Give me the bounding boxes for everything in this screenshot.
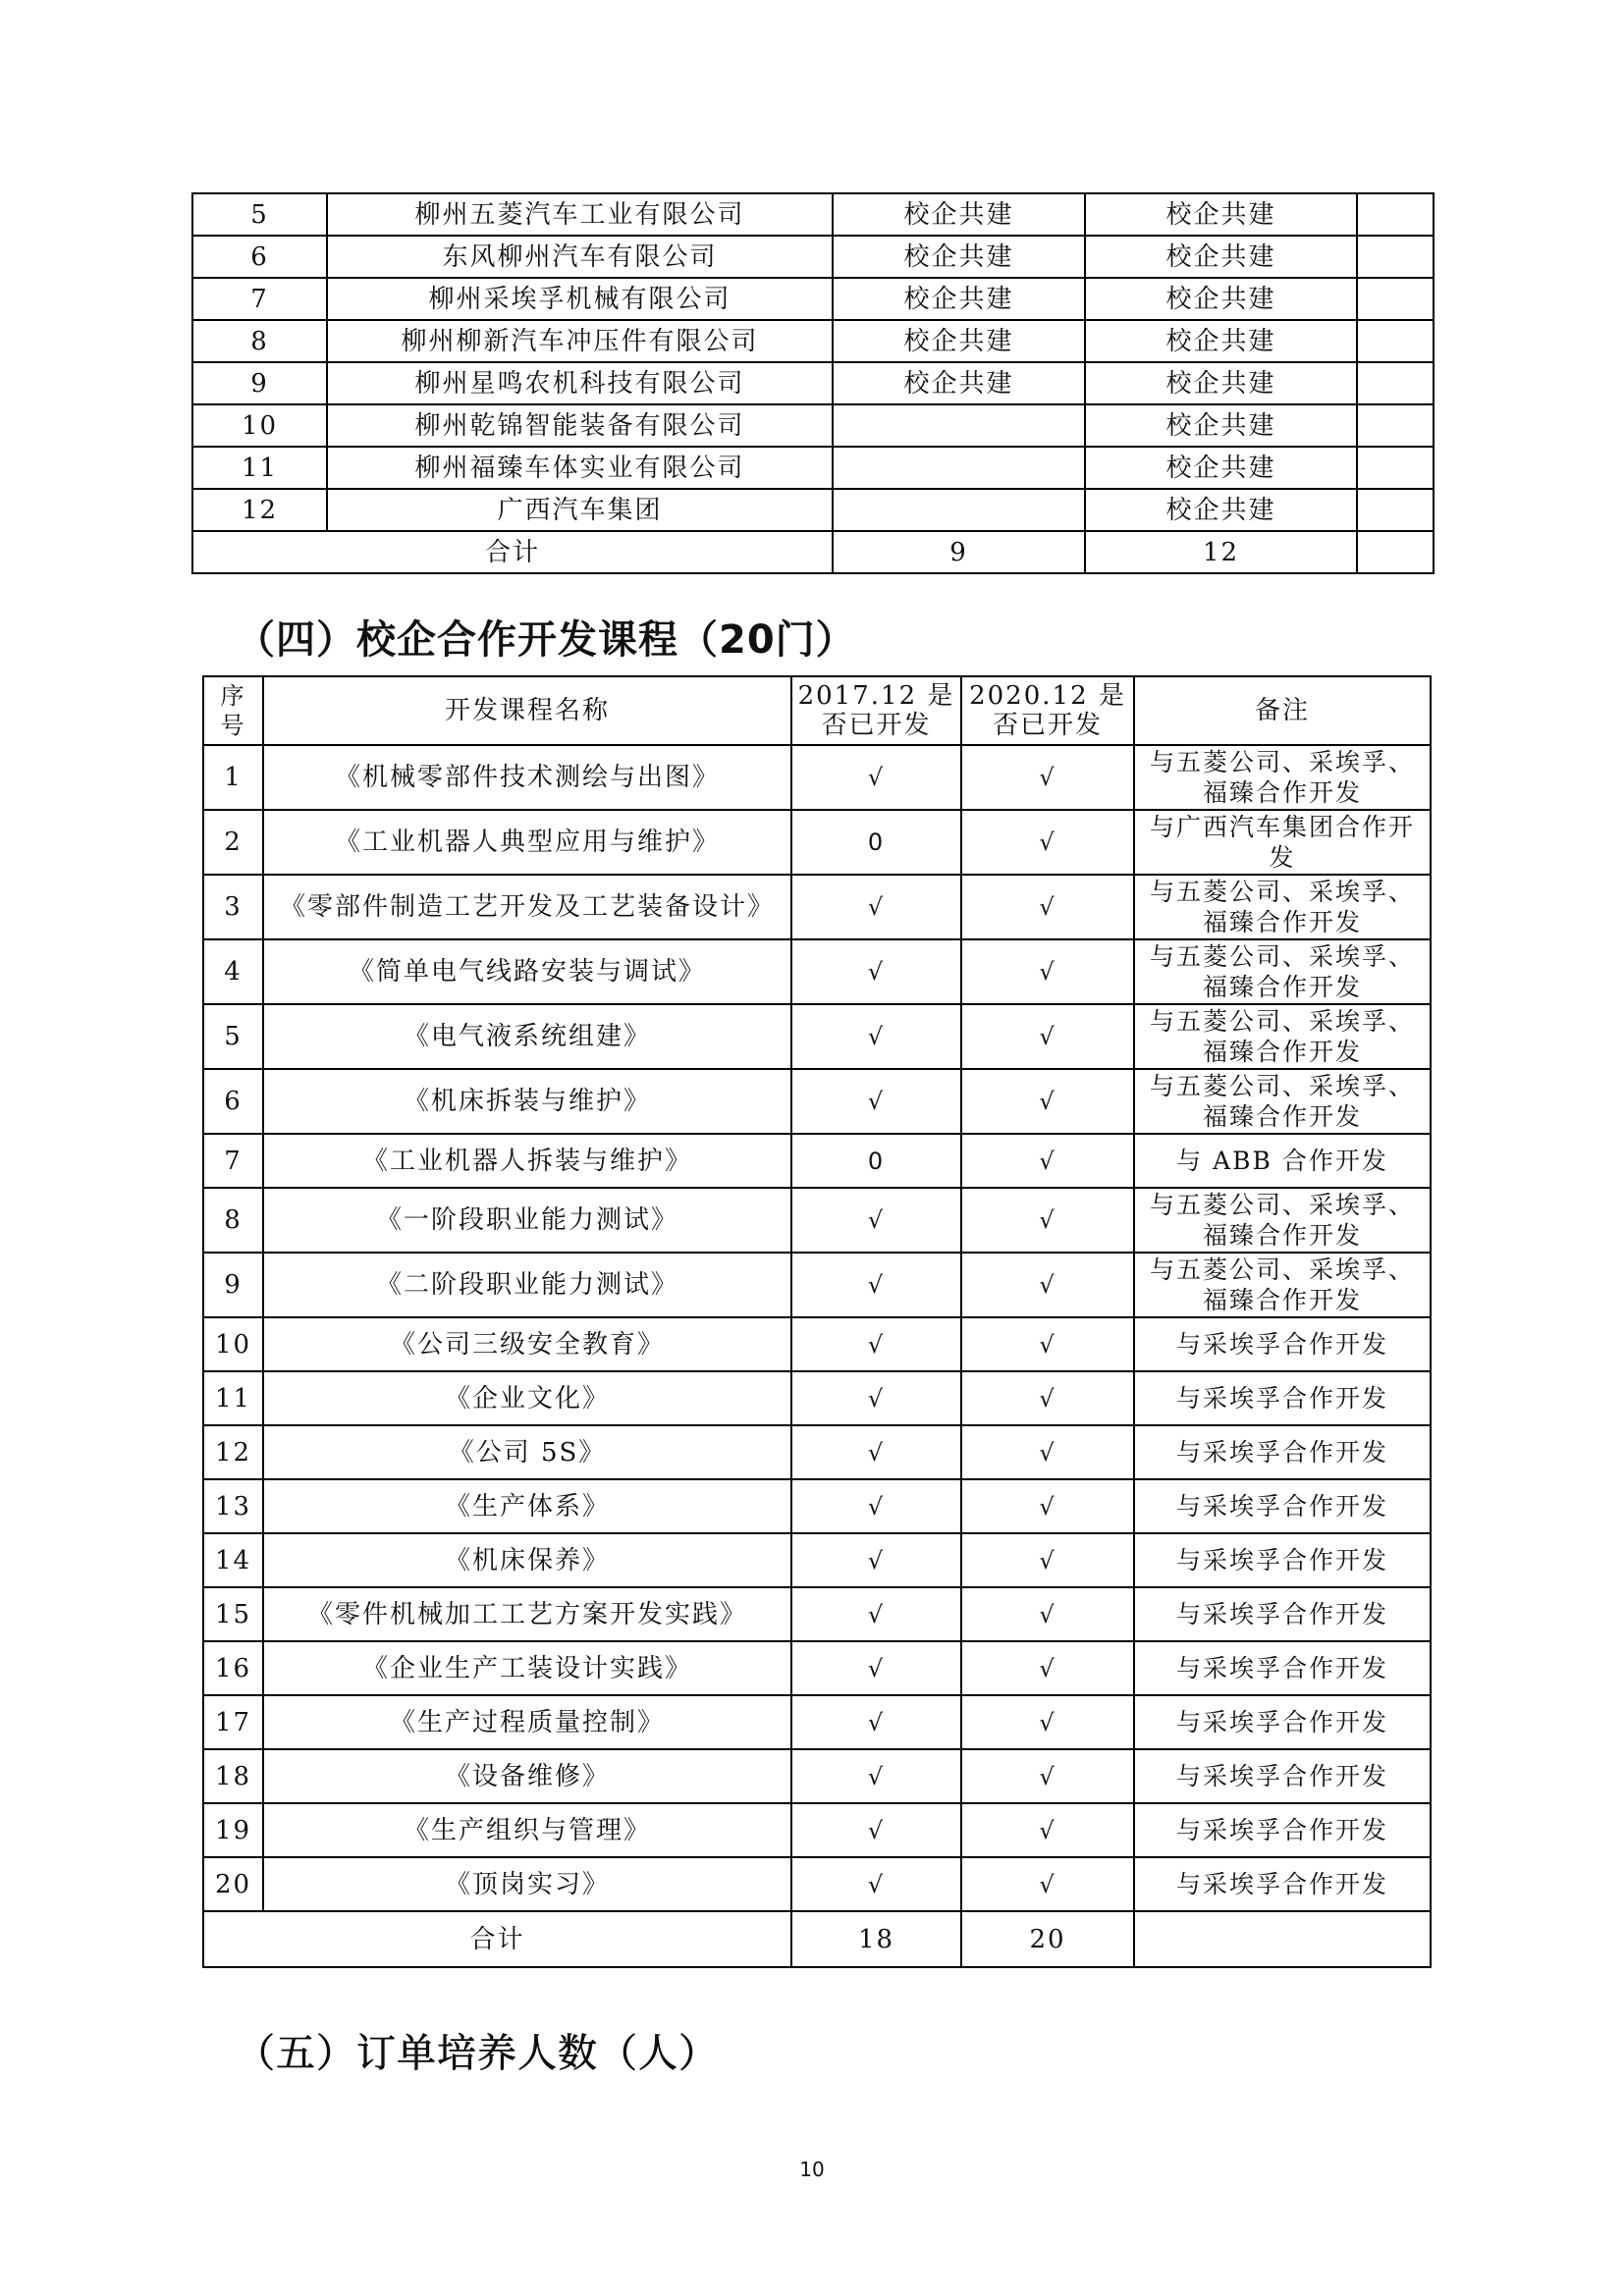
partner-companies-table [191, 192, 1435, 574]
remark [1357, 193, 1434, 236]
status-2020: 校企共建 [1085, 278, 1357, 320]
remark: 与采埃孚合作开发 [1134, 1749, 1431, 1803]
status-2020: √ [961, 1857, 1134, 1911]
course-name: 《公司三级安全教育》 [263, 1317, 791, 1371]
course-name: 《生产过程质量控制》 [263, 1695, 791, 1749]
row-number: 6 [203, 1069, 263, 1134]
row-number: 13 [203, 1479, 263, 1533]
status-2017: √ [791, 939, 961, 1004]
course-name: 《顶岗实习》 [263, 1857, 791, 1911]
row-number: 11 [192, 447, 327, 489]
total-remark [1357, 531, 1434, 573]
row-number: 6 [192, 236, 327, 278]
table-row [203, 1371, 1431, 1425]
remark [1357, 320, 1434, 362]
course-name: 《生产组织与管理》 [263, 1803, 791, 1857]
status-2017: √ [791, 1641, 961, 1695]
status-2017: √ [791, 1253, 961, 1317]
remark [1357, 278, 1434, 320]
total-row [192, 531, 1434, 573]
row-number: 5 [203, 1004, 263, 1069]
remark: 与五菱公司、采埃孚、福臻合作开发 [1134, 939, 1431, 1004]
row-number: 18 [203, 1749, 263, 1803]
status-2017: √ [791, 1695, 961, 1749]
table-row [203, 1253, 1431, 1317]
course-name: 《机床保养》 [263, 1533, 791, 1587]
partner-table-body [192, 193, 1434, 573]
total-label: 合计 [192, 531, 833, 573]
course-name: 《机械零部件技术测绘与出图》 [263, 745, 791, 810]
status-2017: 0 [791, 1134, 961, 1188]
status-2020: √ [961, 1803, 1134, 1857]
status-2020: √ [961, 1641, 1134, 1695]
table-row [192, 489, 1434, 531]
remark: 与五菱公司、采埃孚、福臻合作开发 [1134, 745, 1431, 810]
remark: 与五菱公司、采埃孚、福臻合作开发 [1134, 1188, 1431, 1253]
row-number: 10 [192, 404, 327, 447]
table-row [192, 447, 1434, 489]
status-2020: √ [961, 1004, 1134, 1069]
row-number: 9 [203, 1253, 263, 1317]
table-row [203, 810, 1431, 875]
total-remark [1134, 1911, 1431, 1967]
company-name: 东风柳州汽车有限公司 [327, 236, 833, 278]
status-2020: 校企共建 [1085, 489, 1357, 531]
status-2017: 校企共建 [833, 236, 1085, 278]
course-name: 《生产体系》 [263, 1479, 791, 1533]
section-heading-order-training: （五）订单培养人数（人） [236, 2031, 719, 2076]
row-number: 8 [192, 320, 327, 362]
company-name: 柳州五菱汽车工业有限公司 [327, 193, 833, 236]
status-2020: 校企共建 [1085, 447, 1357, 489]
course-name: 《设备维修》 [263, 1749, 791, 1803]
row-number: 8 [203, 1188, 263, 1253]
courses-table-body [203, 676, 1431, 1967]
course-name: 《零件机械加工工艺方案开发实践》 [263, 1587, 791, 1641]
total-label: 合计 [203, 1911, 791, 1967]
row-number: 2 [203, 810, 263, 875]
course-name: 《企业文化》 [263, 1371, 791, 1425]
table-row [192, 236, 1434, 278]
remark: 与采埃孚合作开发 [1134, 1371, 1431, 1425]
status-2017: √ [791, 745, 961, 810]
status-2020: 校企共建 [1085, 320, 1357, 362]
remark: 与采埃孚合作开发 [1134, 1533, 1431, 1587]
table-row [203, 1479, 1431, 1533]
row-number: 20 [203, 1857, 263, 1911]
status-2020: √ [961, 1069, 1134, 1134]
status-2017: √ [791, 1803, 961, 1857]
remark [1357, 489, 1434, 531]
status-2017: 校企共建 [833, 193, 1085, 236]
status-2020: 校企共建 [1085, 236, 1357, 278]
table-row [203, 875, 1431, 939]
remark: 与广西汽车集团合作开发 [1134, 810, 1431, 875]
header-2020: 2020.12 是否已开发 [961, 676, 1134, 745]
status-2017: 0 [791, 810, 961, 875]
header-seq [203, 676, 263, 745]
status-2020: √ [961, 1533, 1134, 1587]
table-row [203, 1134, 1431, 1188]
header-seq-text: 序号 [220, 682, 246, 739]
row-number: 19 [203, 1803, 263, 1857]
remark [1357, 447, 1434, 489]
row-number: 11 [203, 1371, 263, 1425]
status-2017 [833, 489, 1085, 531]
remark: 与采埃孚合作开发 [1134, 1317, 1431, 1371]
table-row [203, 1857, 1431, 1911]
row-number: 14 [203, 1533, 263, 1587]
table-row [192, 193, 1434, 236]
status-2017: 校企共建 [833, 362, 1085, 404]
status-2020: √ [961, 1479, 1134, 1533]
remark: 与采埃孚合作开发 [1134, 1587, 1431, 1641]
table-row [203, 1641, 1431, 1695]
table-row [203, 939, 1431, 1004]
status-2020: √ [961, 810, 1134, 875]
status-2017: 校企共建 [833, 278, 1085, 320]
status-2017: 校企共建 [833, 320, 1085, 362]
header-remark: 备注 [1134, 676, 1431, 745]
remark: 与五菱公司、采埃孚、福臻合作开发 [1134, 1069, 1431, 1134]
table-row [203, 1425, 1431, 1479]
company-name: 柳州福臻车体实业有限公司 [327, 447, 833, 489]
remark: 与采埃孚合作开发 [1134, 1479, 1431, 1533]
status-2020: √ [961, 1317, 1134, 1371]
course-name: 《机床拆装与维护》 [263, 1069, 791, 1134]
page-number: 10 [799, 2158, 825, 2181]
row-number: 15 [203, 1587, 263, 1641]
table-row [203, 1188, 1431, 1253]
company-name: 柳州乾锦智能装备有限公司 [327, 404, 833, 447]
courses-table [202, 675, 1432, 1968]
row-number: 16 [203, 1641, 263, 1695]
course-name: 《一阶段职业能力测试》 [263, 1188, 791, 1253]
status-2020: √ [961, 939, 1134, 1004]
table-row [192, 278, 1434, 320]
row-number: 3 [203, 875, 263, 939]
total-2017: 18 [791, 1911, 961, 1967]
status-2017: √ [791, 1004, 961, 1069]
course-name: 《公司 5S》 [263, 1425, 791, 1479]
course-name: 《工业机器人拆装与维护》 [263, 1134, 791, 1188]
remark [1357, 236, 1434, 278]
total-2020: 12 [1085, 531, 1357, 573]
course-name: 《二阶段职业能力测试》 [263, 1253, 791, 1317]
row-number: 5 [192, 193, 327, 236]
table-row [203, 1533, 1431, 1587]
status-2020: √ [961, 1134, 1134, 1188]
status-2020: √ [961, 745, 1134, 810]
header-2017: 2017.12 是否已开发 [791, 676, 961, 745]
status-2017: √ [791, 1188, 961, 1253]
remark: 与采埃孚合作开发 [1134, 1425, 1431, 1479]
status-2017: √ [791, 1857, 961, 1911]
row-number: 7 [192, 278, 327, 320]
status-2017: √ [791, 1069, 961, 1134]
course-name: 《企业生产工装设计实践》 [263, 1641, 791, 1695]
total-2020: 20 [961, 1911, 1134, 1967]
table-row [203, 1695, 1431, 1749]
status-2020: √ [961, 1371, 1134, 1425]
status-2020: √ [961, 1587, 1134, 1641]
row-number: 9 [192, 362, 327, 404]
status-2017: √ [791, 1371, 961, 1425]
course-name: 《简单电气线路安装与调试》 [263, 939, 791, 1004]
status-2017: √ [791, 875, 961, 939]
row-number: 17 [203, 1695, 263, 1749]
remark [1357, 404, 1434, 447]
remark: 与 ABB 合作开发 [1134, 1134, 1431, 1188]
remark: 与采埃孚合作开发 [1134, 1857, 1431, 1911]
company-name: 柳州星鸣农机科技有限公司 [327, 362, 833, 404]
row-number: 1 [203, 745, 263, 810]
status-2017: √ [791, 1587, 961, 1641]
status-2017 [833, 404, 1085, 447]
status-2020: √ [961, 1253, 1134, 1317]
remark: 与采埃孚合作开发 [1134, 1695, 1431, 1749]
status-2020: 校企共建 [1085, 404, 1357, 447]
table-row [203, 745, 1431, 810]
row-number: 12 [203, 1425, 263, 1479]
status-2020: √ [961, 1188, 1134, 1253]
table-row [203, 1317, 1431, 1371]
header-course-name: 开发课程名称 [263, 676, 791, 745]
total-row [203, 1911, 1431, 1967]
company-name: 广西汽车集团 [327, 489, 833, 531]
status-2020: √ [961, 875, 1134, 939]
table-row [192, 320, 1434, 362]
section-heading-courses: （四）校企合作开发课程（20门） [236, 617, 856, 663]
row-number: 7 [203, 1134, 263, 1188]
status-2017: √ [791, 1317, 961, 1371]
row-number: 12 [192, 489, 327, 531]
remark: 与采埃孚合作开发 [1134, 1641, 1431, 1695]
table-row [203, 1749, 1431, 1803]
status-2017: √ [791, 1479, 961, 1533]
status-2017: √ [791, 1425, 961, 1479]
row-number: 4 [203, 939, 263, 1004]
remark: 与五菱公司、采埃孚、福臻合作开发 [1134, 1253, 1431, 1317]
table-row [203, 1587, 1431, 1641]
remark [1357, 362, 1434, 404]
table-row [203, 1004, 1431, 1069]
company-name: 柳州采埃孚机械有限公司 [327, 278, 833, 320]
row-number: 10 [203, 1317, 263, 1371]
status-2020: √ [961, 1425, 1134, 1479]
table-row [203, 1803, 1431, 1857]
company-name: 柳州柳新汽车冲压件有限公司 [327, 320, 833, 362]
remark: 与采埃孚合作开发 [1134, 1803, 1431, 1857]
course-name: 《工业机器人典型应用与维护》 [263, 810, 791, 875]
status-2020: √ [961, 1749, 1134, 1803]
table-header-row [203, 676, 1431, 745]
status-2020: √ [961, 1695, 1134, 1749]
status-2017 [833, 447, 1085, 489]
table-row [203, 1069, 1431, 1134]
status-2020: 校企共建 [1085, 362, 1357, 404]
table-row [192, 362, 1434, 404]
status-2017: √ [791, 1749, 961, 1803]
status-2017: √ [791, 1533, 961, 1587]
remark: 与五菱公司、采埃孚、福臻合作开发 [1134, 1004, 1431, 1069]
total-2017: 9 [833, 531, 1085, 573]
course-name: 《零部件制造工艺开发及工艺装备设计》 [263, 875, 791, 939]
course-name: 《电气液系统组建》 [263, 1004, 791, 1069]
remark: 与五菱公司、采埃孚、福臻合作开发 [1134, 875, 1431, 939]
status-2020: 校企共建 [1085, 193, 1357, 236]
table-row [192, 404, 1434, 447]
